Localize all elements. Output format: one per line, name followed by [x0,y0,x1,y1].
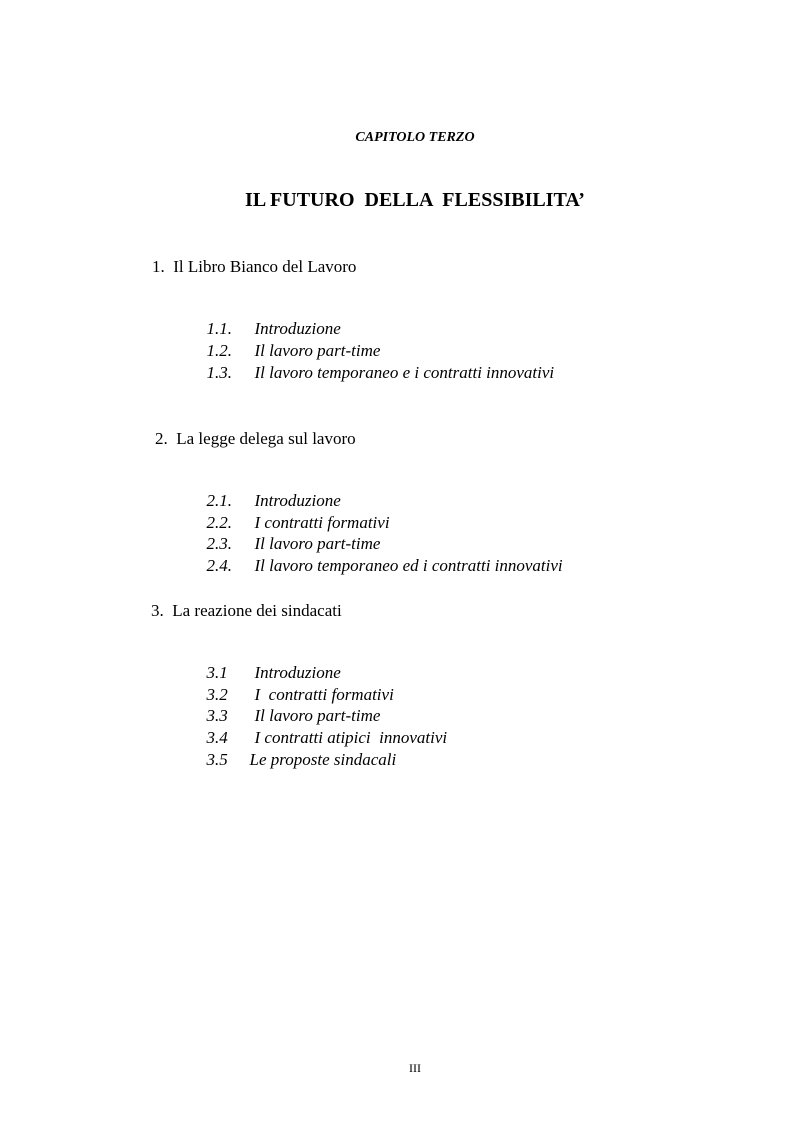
toc-entry-title: Introduzione [254,663,341,682]
toc-entry-number: 1.1. [206,319,232,338]
section-heading: 2. La legge delega sul lavoro [155,429,356,448]
toc-entry-title: Il lavoro temporaneo e i contratti innovativi [254,363,555,382]
page-number: III [409,1061,421,1075]
chapter-label: CAPITOLO TERZO [355,130,475,145]
toc-entry-number: 3.4 [206,728,228,747]
toc-entry-number: 3.2 [206,685,228,704]
toc-entry-title: I contratti atipici innovativi [254,728,448,747]
toc-entry [198,343,554,383]
toc-entry-number: 1.2. [206,341,232,360]
toc-entry-number: 2.1. [206,491,232,510]
toc-entry-title: Il lavoro part-time [254,341,381,360]
toc-entry-title: Introduzione [254,491,341,510]
toc-entry-title: I contratti formativi [254,685,394,704]
toc-entry [198,730,396,770]
chapter-title: IL FUTURO DELLA FLESSIBILITA’ [245,189,585,211]
toc-entry-title: Le proposte sindacali [249,750,397,769]
toc-entry-title: Introduzione [254,319,341,338]
toc-entry-number: 2.3. [206,534,232,553]
toc-entry-title: Il lavoro temporaneo ed i contratti innovativi [254,556,563,575]
toc-entry-title: I contratti formativi [254,513,390,532]
toc-entry-title: Il lavoro part-time [254,706,381,725]
toc-entry-number: 3.3 [206,706,228,725]
toc-entry-number: 2.4. [206,556,232,575]
section-heading: 1. Il Libro Bianco del Lavoro [152,257,357,276]
toc-entry-number: 1.3. [206,363,232,382]
toc-entry-number: 3.5 [206,750,228,769]
toc-entry-title: Il lavoro part-time [254,534,381,553]
section-heading: 3. La reazione dei sindacati [151,601,342,620]
toc-entry-number: 3.1 [206,663,228,682]
toc-entry-number: 2.2. [206,513,232,532]
toc-entry [198,536,563,576]
